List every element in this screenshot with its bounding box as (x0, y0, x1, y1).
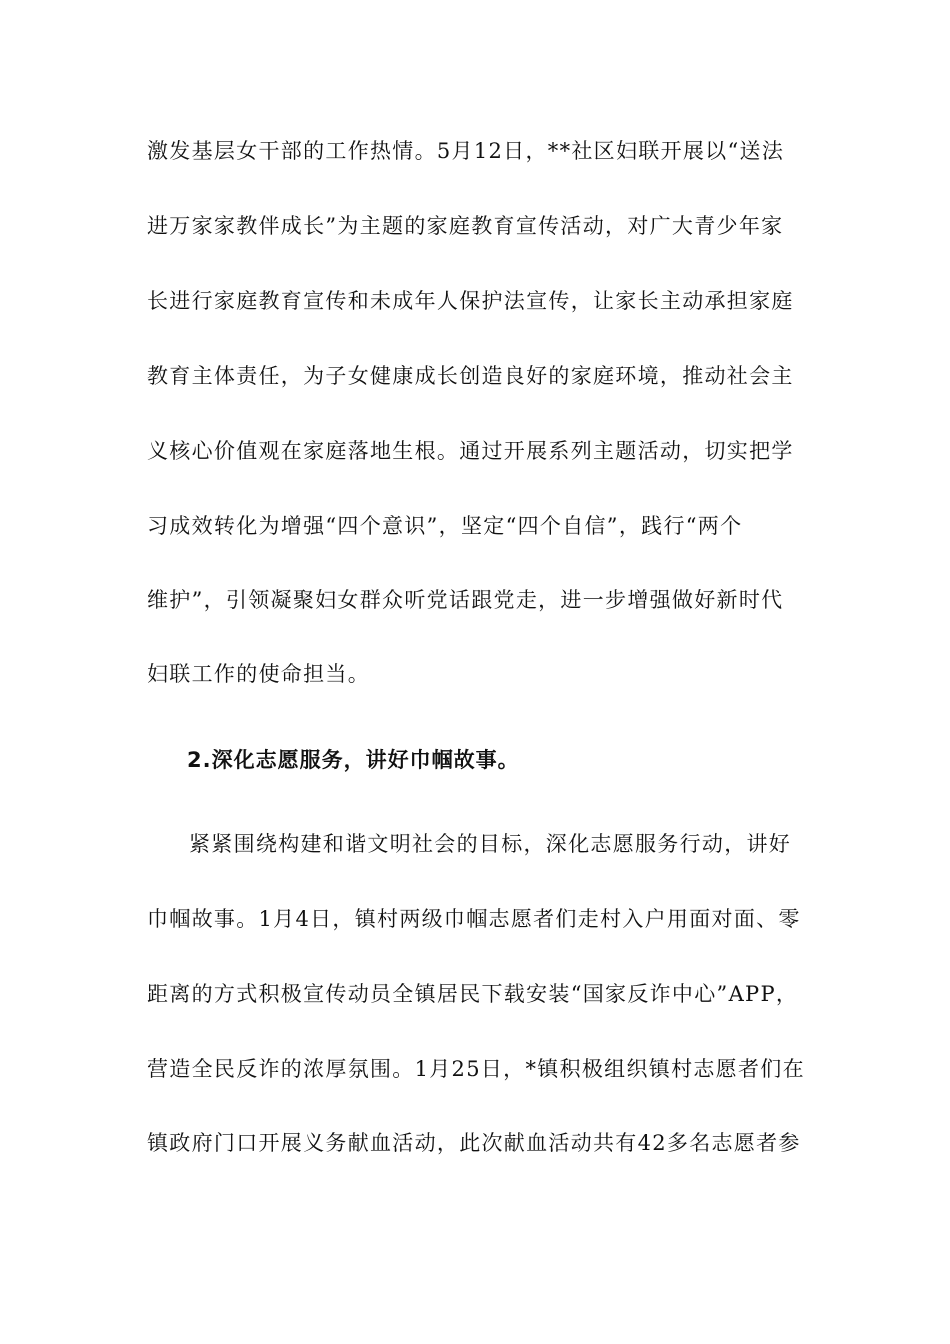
paragraph-line: 激发基层女干部的工作热情。5月12日，**社区妇联开展以“送法 (147, 139, 785, 163)
paragraph-line: 维护”，引领凝聚妇女群众听党话跟党走，进一步增强做好新时代 (147, 588, 784, 612)
paragraph-line: 距离的方式积极宣传动员全镇居民下载安装“国家反诈中心”APP， (147, 982, 799, 1006)
paragraph-line: 义核心价值观在家庭落地生根。通过开展系列主题活动，切实把学 (147, 439, 794, 463)
paragraph-line: 紧紧围绕构建和谐文明社会的目标，深化志愿服务行动，讲好 (189, 832, 792, 856)
section-heading: 2.深化志愿服务，讲好巾帼故事。 (187, 748, 520, 772)
paragraph-line: 进万家家教伴成长”为主题的家庭教育宣传活动，对广大青少年家 (147, 214, 784, 238)
paragraph-line: 教育主体责任，为子女健康成长创造良好的家庭环境，推动社会主 (147, 364, 794, 388)
paragraph-line: 习成效转化为增强“四个意识”，坚定“四个自信”，践行“两个 (147, 514, 743, 538)
paragraph-line: 长进行家庭教育宣传和未成年人保护法宣传，让家长主动承担家庭 (147, 289, 794, 313)
paragraph-line: 巾帼故事。1月4日，镇村两级巾帼志愿者们走村入户用面对面、零 (147, 907, 801, 931)
paragraph-line: 营造全民反诈的浓厚氛围。1月25日，*镇积极组织镇村志愿者们在 (147, 1057, 805, 1081)
paragraph-line: 妇联工作的使命担当。 (147, 662, 370, 686)
paragraph-line: 镇政府门口开展义务献血活动，此次献血活动共有42多名志愿者参 (147, 1131, 801, 1155)
